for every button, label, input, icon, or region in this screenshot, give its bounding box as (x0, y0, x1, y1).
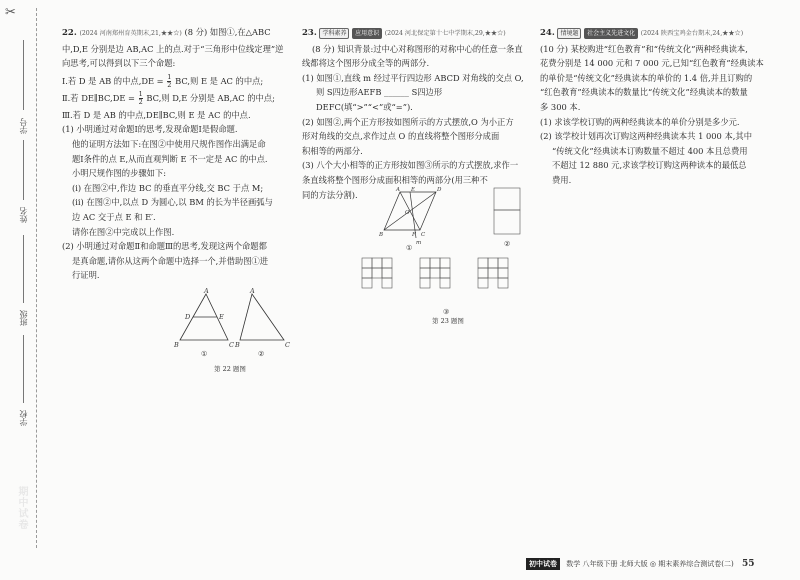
q23-tag-literacy: 学科素养 (319, 28, 349, 39)
q24-tag-socialist: 社会主义先进文化 (584, 28, 638, 39)
question-24 (540, 25, 778, 188)
q23-label-m: m (416, 240, 422, 246)
q24-tag-context: 情境题 (557, 28, 581, 39)
grid-cell (440, 258, 450, 268)
q22-figure-caption: 第 22 题图 (214, 365, 246, 373)
parallelogram-figure (384, 192, 436, 238)
q23-part-3-line-2: 条直线将整个图形分成面积相等的两部分(用三种不 (302, 174, 488, 185)
class-line (23, 235, 24, 303)
grid-cell (498, 258, 508, 268)
q22-part-1-line-2: 他的证明方法如下:在图②中使用尺规作图作出满足命 (72, 138, 266, 149)
grid-cell (498, 278, 508, 288)
q22-fig2-label-b: B (235, 341, 240, 349)
q23-part-2-line-1: (2) 如图②,两个正方形按如图所示的方式摆放,O 为小正方 (302, 116, 514, 127)
q22-part-1-line-3: 题Ⅰ条件的点 E,从而直观判断 E 不一定是 AC 的中点. (72, 153, 268, 164)
grid-cell (430, 258, 440, 268)
q22-fig1-label-e: E (219, 313, 224, 321)
q24-part-2-line-2: “传统文化”经典读本订购数量不超过 400 本且总费用 (552, 145, 748, 156)
q24-number: 24. (540, 28, 555, 38)
cut-line (36, 8, 37, 548)
q23-fig2-number: ② (504, 240, 511, 248)
q23-intro-2: 线都将这个图形分成全等的两部分. (302, 58, 430, 69)
q22-fig2-number: ② (258, 350, 265, 358)
grid-cell (372, 258, 382, 268)
student-id-line (23, 40, 24, 110)
footer-series: 初中试卷 (526, 558, 560, 570)
q22-proposition-1: Ⅰ.若 D 是 AB 的中点,DE = $\frac{1}{2}$ BC,则 E 是 AC 的中点; (62, 72, 264, 89)
grid-cell (488, 258, 498, 268)
q22-intro: (8 分) 如图①,在△ABC (184, 27, 271, 37)
grid-cell (440, 268, 450, 278)
grid-figure-right (478, 258, 508, 288)
q23-label-a: A (396, 187, 400, 193)
q22-fig1-label-d: D (185, 313, 191, 321)
q23-intro-1: (8 分) 知识背景:过中心对称图形的对称中心的任意一条直 (312, 43, 523, 54)
q22-proposition-3: Ⅲ.若 D 是 AB 的中点,DE∥BC,则 E 是 AC 的中点. (62, 109, 251, 120)
q24-intro-1: (10 分) 某校购进“红色教育”和“传统文化”两种经典读本, (540, 43, 748, 54)
q22-fig1-number: ① (201, 350, 208, 358)
binding-margin (0, 0, 46, 580)
q24-part-2-line-1: (2) 该学校计划再次订购这两种经典读本共 1 000 本,其中 (540, 131, 752, 142)
q22-part-1-step-ii-b: 边 AC 交于点 E 和 E′. (72, 211, 156, 222)
grid-figure-left (362, 258, 392, 288)
school-line (23, 335, 24, 403)
q24-intro-5: 多 300 本. (540, 101, 581, 112)
grid-cell (362, 278, 372, 288)
q24-part-2-line-3: 不超过 12 880 元,求该学校订购这两种读本的最低总 (552, 160, 747, 171)
q22-source: (2024 河南郑州育英期末,21,★★☆) (79, 30, 182, 37)
grid-cell (420, 258, 430, 268)
q23-number: 23. (302, 28, 317, 38)
q23-part-1-line-2: 则 S四边形AEFB ______ S四边形DEFC(填“>”“<”或“=”). (316, 87, 443, 112)
grid-cell (362, 268, 372, 278)
q24-part-1: (1) 求该学校订购的两种经典读本的单价分别是多少元. (540, 116, 740, 127)
figure-23 (360, 186, 530, 318)
q23-source: (2024 河北保定第十七中学期末,29,★★☆) (384, 30, 506, 37)
grid-cell (440, 278, 450, 288)
grid-cell (488, 268, 498, 278)
q24-part-2-line-4: 费用. (552, 174, 572, 185)
grid-cell (430, 268, 440, 278)
grid-cell (420, 278, 430, 288)
q22-fig2-label-c: C (285, 341, 290, 349)
q23-fig1-number: ① (406, 244, 413, 252)
stacked-squares-figure (494, 188, 520, 234)
class-label: 班级 (19, 310, 28, 326)
q23-fig3-number: ③ (443, 308, 450, 316)
q22-intro-3: 向思考,可以得到以下三个命题: (62, 58, 176, 69)
grid-cell (382, 268, 392, 278)
q23-label-e: E (411, 187, 416, 193)
q22-part-1-line-1: (1) 小明通过对命题Ⅰ的思考,发现命题Ⅰ是假命题. (62, 124, 238, 135)
q22-fig1-label-c: C (229, 341, 234, 349)
q23-part-2-line-2: 形对角线的交点,求作过点 O 的直线将整个图形分成面 (302, 131, 500, 142)
q22-proposition-2: Ⅱ.若 DE∥BC,DE = $\frac{1}{2}$ BC,则 D,E 分别是 AB,AC 的中点; (62, 89, 275, 106)
question-22 (62, 25, 300, 283)
figure-22 (168, 288, 293, 358)
grid-cell (372, 268, 382, 278)
footer-book: 数学 八年级下册 北师大版 ◎ 期末素养综合测试卷(二) (566, 560, 734, 568)
q23-label-o: O (405, 210, 410, 216)
student-id-label: 学号 (19, 118, 28, 134)
q22-part-1-line-9: 请你在图②中完成以上作图. (72, 226, 175, 237)
q24-source: (2024 陕西宝鸡金台期末,24,★★☆) (640, 30, 744, 37)
grid-cell (478, 258, 488, 268)
q23-part-3-line-1: (3) 八个大小相等的正方形按如图③所示的方式摆放,求作一 (302, 160, 519, 171)
q23-label-d: D (437, 187, 442, 193)
q23-label-c: C (421, 232, 426, 238)
name-line (23, 140, 24, 200)
grid-figure-middle (420, 258, 450, 288)
q23-label-f: F (412, 232, 416, 238)
scissors-icon: ✂ (5, 5, 16, 20)
grid-cell (420, 268, 430, 278)
q22-part-2-line-2: 是真命题,请你从这两个命题中选择一个,并借助图①进 (72, 255, 269, 266)
q22-part-2-line-1: (2) 小明通过对命题Ⅱ和命题Ⅲ的思考,发现这两个命题都 (62, 241, 267, 252)
brand-watermark: 期中试卷 (16, 486, 27, 530)
grid-cell (478, 268, 488, 278)
grid-cell (478, 278, 488, 288)
q22-part-1-line-4: 小明尺规作图的步骤如下: (72, 168, 167, 179)
q24-intro-4: “红色教育”经典读本的数量比“传统文化”经典读本的数量 (540, 87, 748, 98)
q22-fig1-label-b: B (174, 341, 179, 349)
q22-fig1-label-a: A (204, 288, 209, 295)
question-23 (302, 25, 530, 202)
page-footer (526, 558, 754, 570)
q22-part-1-step-i: (ⅰ) 在图②中,作边 BC 的垂直平分线,交 BC 于点 M; (72, 182, 264, 193)
q23-part-3-line-3: 同的方法分割). (302, 189, 358, 200)
q22-part-1-step-ii-a: (ⅱ) 在图②中,以点 D 为圆心,以 BM 的长为半径画弧与 (72, 197, 273, 208)
q23-part-1-line-1: (1) 如图①,直线 m 经过平行四边形 ABCD 对角线的交点 O, (302, 72, 524, 83)
q22-number: 22. (62, 28, 77, 38)
grid-cell (382, 258, 392, 268)
q23-label-b: B (379, 232, 384, 238)
q24-intro-2: 花费分别是 14 000 元和 7 000 元,已知“红色教育”经典读本 (540, 58, 764, 69)
q22-intro-2: 中,D,E 分别是边 AB,AC 上的点.对于“三角形中位线定理”逆 (62, 43, 284, 54)
q24-intro-3: 的单价是“传统文化”经典读本的单价的 1.4 倍,并且订购的 (540, 72, 753, 83)
page-number: 55 (741, 559, 755, 569)
name-label: 姓名 (19, 207, 28, 223)
triangle-figure-2 (240, 294, 284, 340)
grid-cell (362, 258, 372, 268)
grid-cell (498, 268, 508, 278)
q23-tag-applied: 应用意识 (352, 28, 382, 39)
school-label: 学校 (19, 410, 28, 426)
q23-part-2-line-3: 积相等的两部分. (302, 145, 363, 156)
q22-part-2-line-3: 行证明. (72, 270, 100, 281)
q22-fig2-label-a: A (250, 288, 255, 295)
grid-cell (382, 278, 392, 288)
q23-figure-caption: 第 23 题图 (432, 317, 464, 325)
